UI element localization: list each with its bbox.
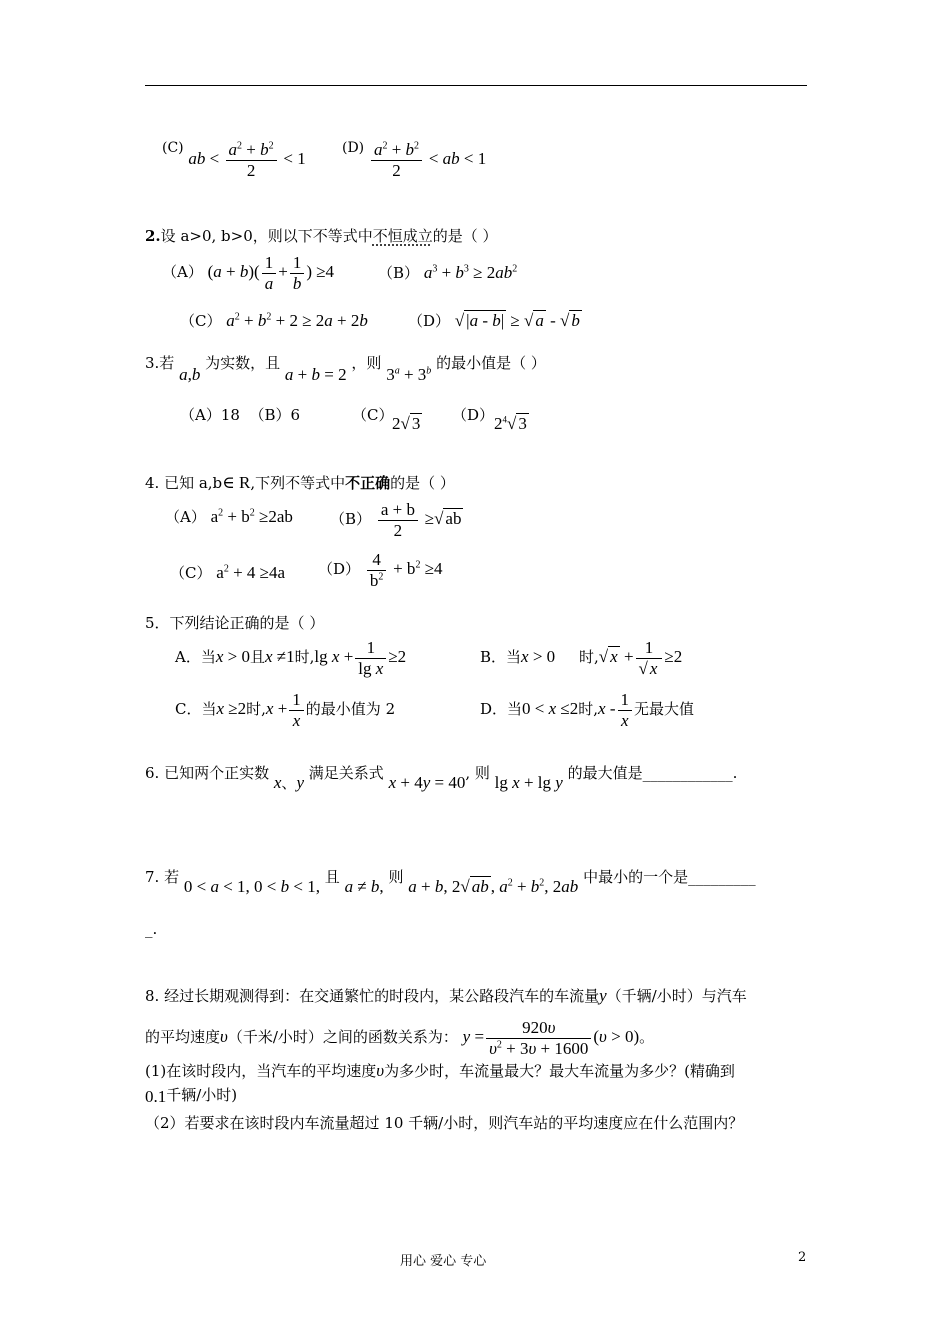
q3-option-d: （D） xyxy=(452,406,495,424)
q5-option-d: D．当0 < x ≤2时,x - $\frac{1}{x}$ 无最大值 xyxy=(480,690,695,730)
q7-tail: _. xyxy=(145,920,158,938)
q4-option-c: （C） $a^2 + 4 \ge 4a$ xyxy=(170,563,286,582)
q3-option-c: （C） xyxy=(352,406,394,424)
q4-option-a: （A） $a^2 + b^2 \ge 2ab$ xyxy=(165,507,293,526)
option-label: (D) xyxy=(342,140,365,157)
q8-line1: 8. 经过长期观测得到：在交通繁忙的时段内，某公路段汽车的车流量y（千辆/小时）与汽车 xyxy=(145,986,747,1005)
q4-stem: 4. 已知 a,b∈ R,下列不等式中不正确的是（ ） xyxy=(145,473,455,492)
q5-option-b: B．当x > 0 时,√ x + $\frac{1}{√ x}$ ≥2 xyxy=(480,638,683,678)
q8-part1: (1)在该时段内，当汽车的平均速度υ为多少时，车流量最大？最大车流量为多少？(精确到 xyxy=(145,1061,735,1080)
q2-stem: 2.设 a>0, b>0，则以下不等式中不恒成立的是（ ） xyxy=(145,227,498,245)
q2-option-d: （D） √ |a - b| ≥ √ a - √ b xyxy=(408,311,580,330)
q5-option-c: C．当x ≥2时,x + $\frac{1}{x}$ 的最小值为 2 xyxy=(175,690,396,730)
q5-stem: 5．下列结论正确的是（ ） xyxy=(145,614,325,632)
q7-stem: 7. 若 0 < a < 1, 0 < b < 1, 且 a ≠ b, 则 a + b, 2√ ab , $a^2 + b^2$, 2ab 中最小的一个是_________ xyxy=(145,868,756,896)
q8-line2: 的平均速度υ（千米/小时）之间的函数关系为： y = $\frac{920\upsilon}{\upsilon^2 + 3\upsilon + 1600}$ (υ > 0)。 xyxy=(145,1018,655,1058)
q5-option-a: A．当x > 0且x ≠1时,lg x + $\frac{1}{\text{lg x}}$ ≥2 xyxy=(175,638,407,678)
q6-stem: 6. 已知两个正实数 x、y 满足关系式 x + 4y = 40, 则 lg x + lg y 的最大值是____________. xyxy=(145,764,738,792)
q1-option-d: (D) $\frac{a^2 + b^2}{2}$ < ab < 1 xyxy=(342,140,487,180)
q8-part2: （2）若要求在该时段内车流量超过 10 千辆/小时，则汽车站的平均速度应在什么范围内？ xyxy=(145,1114,744,1132)
q2-option-c: （C） $a^2 + b^2 + 2 \ge 2a + 2b$ xyxy=(180,311,368,330)
q1-option-c: (C) ab < $\frac{a^2 + b^2}{2}$ < 1 xyxy=(162,140,306,180)
q2-option-a: （A） (a + b)( $\frac{1}{a}$ + $\frac{1}{b}$ ) ≥4 xyxy=(162,253,335,293)
q3-options: （A）18 （B）6 xyxy=(180,406,301,424)
option-label: (C) xyxy=(162,140,184,157)
header-rule xyxy=(145,85,807,86)
q3-stem: 3.若 a,b 为实数，且 a + b = 2 ，则 $3^a + 3^b$ 的最小值是（ ） xyxy=(145,354,546,384)
q8-part1-cont: 0.1千辆/小时) xyxy=(145,1086,238,1106)
q3-option-c-expr: 2√ 3 xyxy=(392,414,421,433)
page-number: 2 xyxy=(798,1250,807,1265)
q2-option-b: （B） $a^3 + b^3 \ge 2ab^2$ xyxy=(378,263,518,282)
footer-motto: 用心 爱心 专心 xyxy=(400,1254,487,1269)
q4-option-d: （D） $\frac{4}{b^2}$ + $b^2 \ge 4$ xyxy=(318,550,443,590)
q4-option-b: （B） $\frac{a + b}{2}$ ≥√ ab xyxy=(330,500,462,540)
q3-option-d-expr: $2^4√$ 3 xyxy=(494,414,527,433)
